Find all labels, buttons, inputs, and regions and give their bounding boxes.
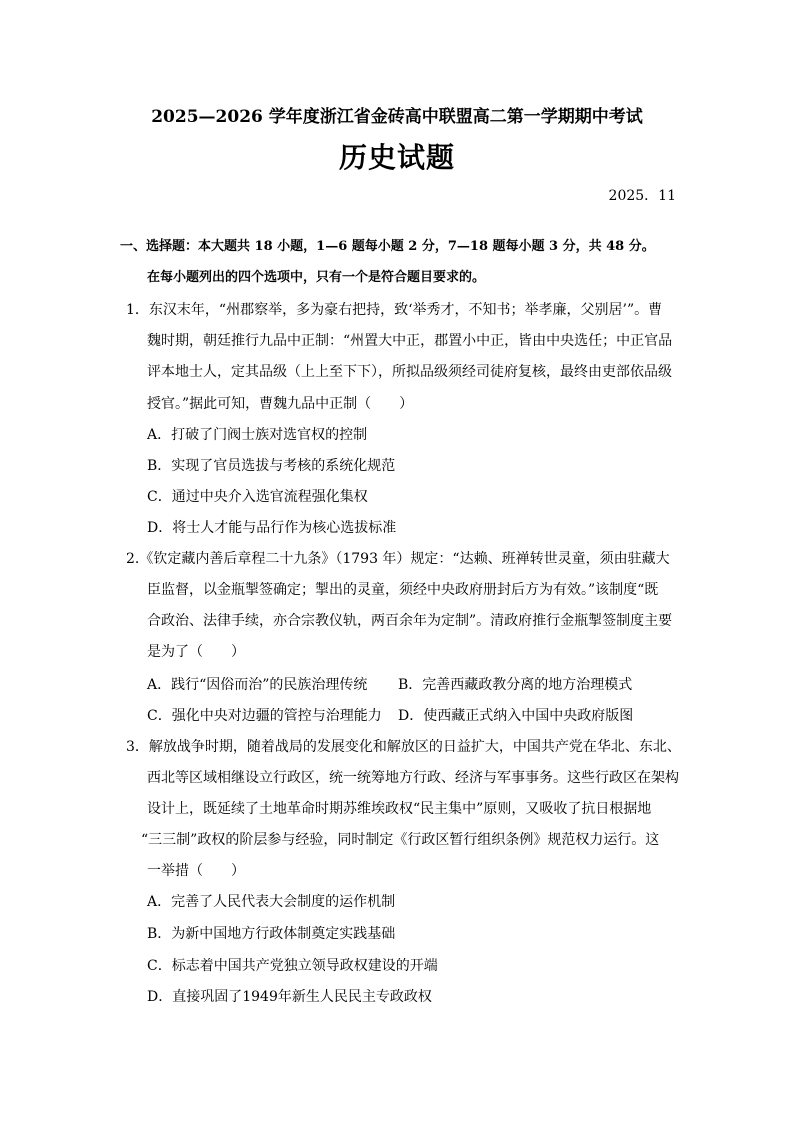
- question-3-option-c: C．标志着中国共产党独立领导政权建设的开端: [147, 958, 438, 974]
- section-instructions-line-2: 在每小题列出的四个选项中，只有一个是符合题目要求的。: [147, 270, 486, 285]
- question-3-stem-line-4: “三三制”政权的阶层参与经验，同时制定《行政区暂行组织条例》规范权力运行。这: [141, 832, 660, 848]
- question-1-stem-line-1: 1．东汉末年，“州郡察举，多为豪右把持，致‘举秀才，不知书；举孝廉，父别居’”。曹: [126, 302, 663, 318]
- question-1-stem-line-4: 授官。”据此可知，曹魏九品中正制（ ）: [147, 396, 414, 412]
- question-3-stem-line-5: 一举措（ ）: [147, 863, 245, 879]
- question-1-option-d: D．将士人才能与品行作为核心选拔标准: [147, 520, 397, 536]
- question-2-stem-line-3: 合政治、法律手续，亦合宗教仪轨，两百余年为定制”。清政府推行金瓶掣签制度主要: [147, 613, 673, 629]
- exam-title: 2025—2026 学年度浙江省金砖高中联盟高二第一学期期中考试: [151, 107, 643, 127]
- question-2-option-b: B．完善西藏政教分离的地方治理模式: [398, 677, 633, 693]
- question-3-option-b: B．为新中国地方行政体制奠定实践基础: [147, 926, 396, 942]
- question-3-stem-line-3: 设计上，既延续了土地革命时期苏维埃政权“民主集中”原则，又吸收了抗日根据地: [147, 801, 652, 817]
- question-2-stem-line-4: 是为了（ ）: [147, 644, 245, 660]
- question-1-stem-line-3: 评本地士人，定其品级（上上至下下），所拟品级须经司徒府复核，最终由吏部依品级: [147, 364, 672, 380]
- question-1-option-b: B．实现了官员选拔与考核的系统化规范: [147, 458, 396, 474]
- question-2-option-a: A．践行“因俗而治”的民族治理传统: [147, 677, 368, 693]
- question-2-option-d: D．使西藏正式纳入中国中央政府版图: [398, 708, 634, 724]
- question-3-stem-line-2: 西北等区域相继设立行政区，统一统筹地方行政、经济与军事事务。这些行政区在架构: [147, 770, 679, 786]
- question-1-option-c: C．通过中央介入选官流程强化集权: [147, 489, 368, 505]
- question-3-option-a: A．完善了人民代表大会制度的运作机制: [147, 894, 396, 910]
- question-2-stem-line-1: 2.《钦定藏内善后章程二十九条》（1793 年）规定：“达赖、班禅转世灵童，须由驻藏大: [126, 551, 670, 567]
- question-1-stem-line-2: 魏时期，朝廷推行九品中正制：“州置大中正，郡置小中正，皆由中央选任；中正官品: [147, 333, 673, 349]
- question-3-option-d: D．直接巩固了1949年新生人民民主专政政权: [147, 989, 432, 1005]
- question-1-option-a: A．打破了门阀士族对选官权的控制: [147, 427, 368, 443]
- question-2-stem-line-2: 臣监督，以金瓶掣签确定；掣出的灵童，须经中央政府册封后方为有效。”该制度“既: [147, 582, 659, 598]
- exam-date: 2025．11: [608, 188, 676, 204]
- subject-title: 历史试题: [338, 141, 455, 174]
- question-3-stem-line-1: 3．解放战争时期，随着战局的发展变化和解放区的日益扩大，中国共产党在华北、东北、: [126, 739, 681, 755]
- section-instructions-line-1: 一、选择题：本大题共 18 小题，1—6 题每小题 2 分，7—18 题每小题 3 分，共 48 分。: [120, 239, 655, 254]
- question-2-option-c: C．强化中央对边疆的管控与治理能力: [147, 708, 382, 724]
